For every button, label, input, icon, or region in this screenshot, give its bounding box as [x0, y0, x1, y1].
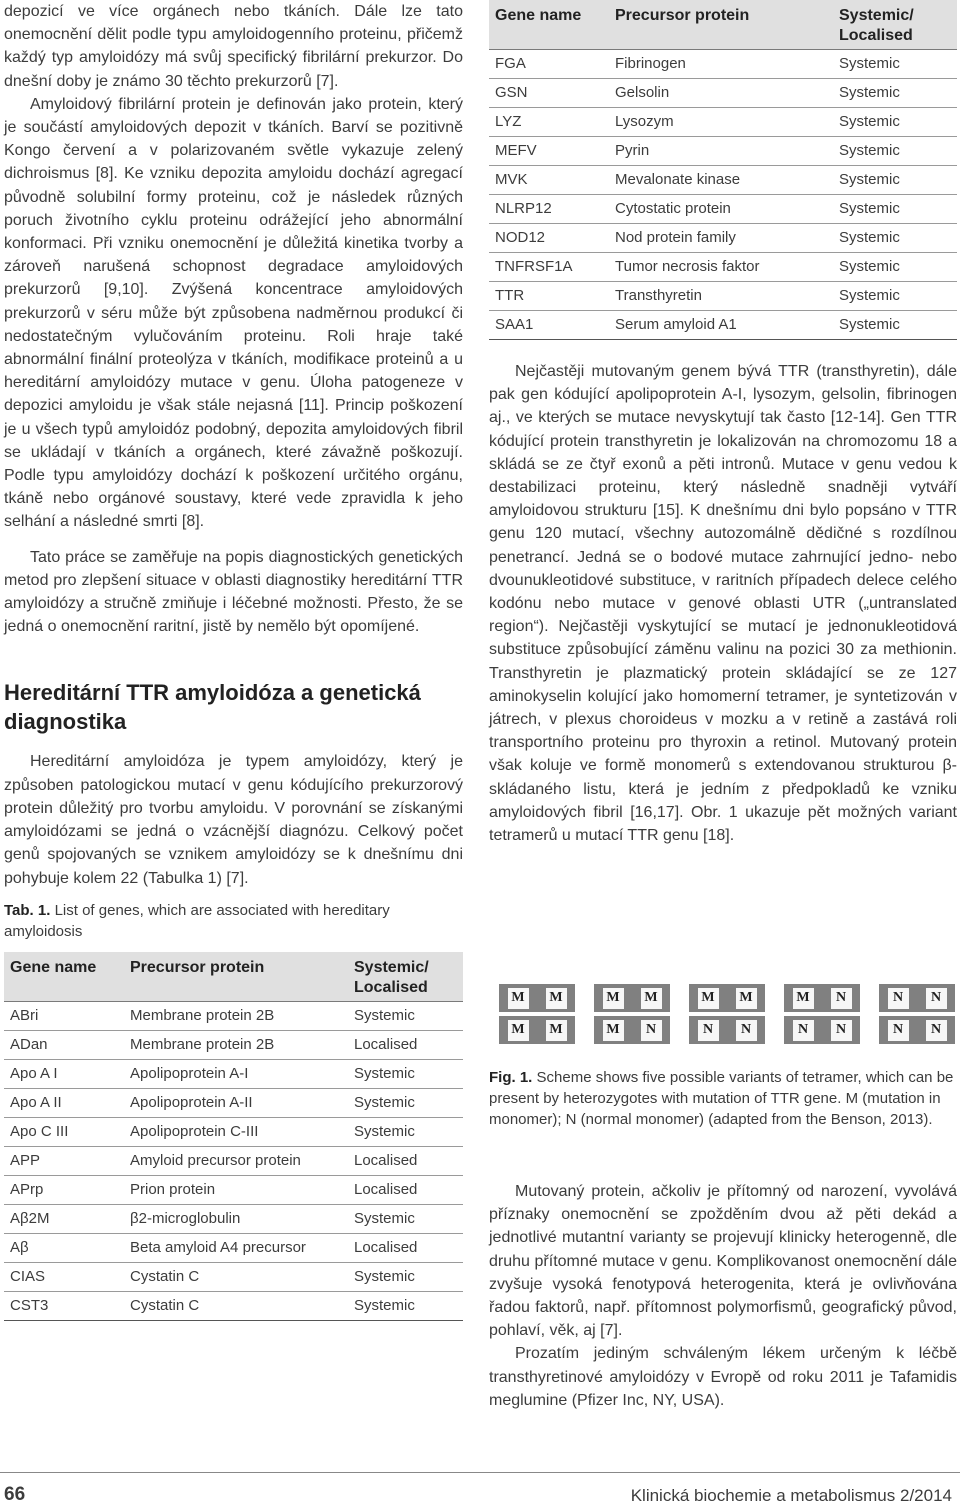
- tetramer-variant-tile: [594, 984, 670, 1012]
- tetramer-variant-tile: [499, 1016, 575, 1044]
- precursor-protein-cell: Membrane protein 2B: [124, 1030, 348, 1059]
- distribution-cell: Systemic: [348, 1088, 463, 1117]
- table-row: [4, 1146, 463, 1175]
- figure-row-top: [499, 984, 955, 1012]
- table-row: [489, 253, 957, 282]
- tetramer-variant-tile: [594, 1016, 670, 1044]
- distribution-cell: Systemic: [833, 50, 957, 79]
- header-systemic-localised: Systemic/ Localised: [833, 0, 957, 50]
- paragraph-treatment: Prozatím jediným schváleným lékem určeným k léčbě transthyretinové amyloidózy v Evropě od roku 2011 je Tafamidis meglumine (Pfizer Inc, NY, USA).: [489, 1345, 957, 1409]
- figure-caption-text: Scheme shows five possible variants of tetramer, which can be present by heterozygotes with mutation of TTR gene. M (mutation in monomer); N (normal monomer) (adapted from the Benson, 2013).: [489, 1069, 954, 1128]
- gene-name-cell: ABri: [4, 1001, 124, 1030]
- tetramer-variant-tile: [784, 1016, 860, 1044]
- monomer-marker: N: [831, 988, 852, 1009]
- monomer-marker: N: [888, 988, 909, 1009]
- monomer-marker: M: [736, 988, 757, 1009]
- gene-name-cell: Apo A II: [4, 1088, 124, 1117]
- table-row: [489, 311, 957, 340]
- table-row: [4, 1175, 463, 1204]
- distribution-cell: Systemic: [833, 224, 957, 253]
- precursor-protein-cell: Serum amyloid A1: [609, 311, 833, 340]
- monomer-marker: M: [603, 1020, 624, 1041]
- gene-name-cell: Aβ2M: [4, 1204, 124, 1233]
- journal-name: Klinická biochemie a metabolismus 2/2014: [630, 1486, 952, 1505]
- tetramer-variant-tile: [689, 1016, 765, 1044]
- distribution-cell: Systemic: [348, 1262, 463, 1291]
- header-systemic-localised: Systemic/ Localised: [348, 952, 463, 1002]
- precursor-protein-cell: Tumor necrosis faktor: [609, 253, 833, 282]
- section-heading: Hereditární TTR amyloidóza a genetická diagnostika: [4, 680, 421, 735]
- gene-name-cell: FGA: [489, 50, 609, 79]
- distribution-cell: Localised: [348, 1146, 463, 1175]
- table-caption-text: List of genes, which are associated with hereditary amyloidosis: [4, 901, 390, 940]
- header-precursor-protein: Precursor protein: [609, 0, 833, 50]
- distribution-cell: Systemic: [348, 1117, 463, 1146]
- distribution-cell: Systemic: [348, 1204, 463, 1233]
- monomer-marker: M: [603, 988, 624, 1009]
- distribution-cell: Systemic: [833, 311, 957, 340]
- gene-name-cell: MVK: [489, 166, 609, 195]
- paragraph-aim: Tato práce se zaměřuje na popis diagnostických genetických metod pro zlepšení situace v oblasti diagnostiky hereditární TTR amyloidózy a stručně zmiňuje i léčebné možnosti. Přesto, že se jedná o onemocnění raritní, jistě by nemělo být opomíjené.: [4, 548, 463, 636]
- paragraph-hereditary: Hereditární amyloidóza je typem amyloidózy, který je způsoben patologickou mutací v genu kódujícího prekurzorový protein důležitý pro tvorbu amyloidu. V porovnání se získanými amyloidózami se jedná o vzácnější diagnózu. Celkový počet genů spojovaných se vznikem amyloidózy se k dnešnímu dni pohybuje kolem 22 (Tabulka 1) [7].: [4, 753, 463, 887]
- table-label: Tab. 1.: [4, 901, 51, 919]
- monomer-marker: M: [508, 988, 529, 1009]
- distribution-cell: Systemic: [833, 108, 957, 137]
- gene-name-cell: SAA1: [489, 311, 609, 340]
- monomer-marker: N: [888, 1020, 909, 1041]
- gene-name-cell: CIAS: [4, 1262, 124, 1291]
- monomer-marker: N: [793, 1020, 814, 1041]
- table-row: [4, 1204, 463, 1233]
- table-header-row: [4, 952, 463, 1002]
- monomer-marker: N: [641, 1020, 662, 1041]
- table-row: [4, 1059, 463, 1088]
- gene-name-cell: Apo A I: [4, 1059, 124, 1088]
- distribution-cell: Systemic: [833, 166, 957, 195]
- monomer-marker: N: [698, 1020, 719, 1041]
- gene-table-right: [489, 0, 957, 340]
- figure-label: Fig. 1.: [489, 1069, 533, 1086]
- table-row: [4, 1291, 463, 1320]
- precursor-protein-cell: Membrane protein 2B: [124, 1001, 348, 1030]
- table-row: [489, 282, 957, 311]
- tetramer-variant-tile: [879, 1016, 955, 1044]
- distribution-cell: Systemic: [348, 1059, 463, 1088]
- table-row: [4, 1262, 463, 1291]
- gene-name-cell: ADan: [4, 1030, 124, 1059]
- gene-name-cell: MEFV: [489, 137, 609, 166]
- gene-name-cell: CST3: [4, 1291, 124, 1320]
- left-column: [4, 0, 463, 1321]
- tetramer-variant-tile: [499, 984, 575, 1012]
- precursor-protein-cell: Gelsolin: [609, 79, 833, 108]
- table-row: [489, 79, 957, 108]
- gene-name-cell: TTR: [489, 282, 609, 311]
- table-row: [4, 1117, 463, 1146]
- header-gene-name: Gene name: [489, 0, 609, 50]
- figure-caption-block: [489, 1067, 957, 1130]
- gene-name-cell: Apo C III: [4, 1117, 124, 1146]
- table-row: [489, 137, 957, 166]
- gene-table-left: [4, 952, 463, 1321]
- distribution-cell: Systemic: [833, 253, 957, 282]
- monomer-marker: N: [926, 988, 947, 1009]
- monomer-marker: M: [546, 988, 567, 1009]
- gene-name-cell: APrp: [4, 1175, 124, 1204]
- gene-name-cell: Aβ: [4, 1233, 124, 1262]
- table-header-row: [489, 0, 957, 50]
- tetramer-variant-tile: [689, 984, 765, 1012]
- figure-caption: [489, 1067, 957, 1130]
- precursor-protein-cell: Cystatin C: [124, 1262, 348, 1291]
- right-column-lower: [489, 1180, 957, 1412]
- paragraph-fibril-definition: Amyloidový fibrilární protein je definován jako protein, který je součástí amyloidových depozit v tkáních. Barví se pozitivně Kongo červení a v polarizovaném světle vykazuje zelený dichroismus [8]. Ke vzniku depozita amyloidu dochází agregací původně solubilní formy proteinu, což je následek různých poruch životního cyklu proteinu odrážející jeho abnormální konformaci. Při vzniku onemocnění je důležitá kinetika tvorby a zároveň narušená schopnost degradace amyloidových prekurzorů [9,10]. Zvýšená koncentrace amyloidových prekurzorů v séru může být způsobena nadměrnou produkcí či nedostatečným vylučováním proteinu. Roli hraje také abnormální finální proteolýza v tkáních, modifikace proteinů a u hereditární amyloidózy mutace v genu. Úloha patogeneze v depozici amyloidu je však stále nejasná [11]. Princip poškození je u všech typů amyloidóz podobný, depozita amyloidových fibril se ukládají v tkáních a orgánech, které závažně poškozují. Podle typu amyloidózy dochází k poškození určitého orgánu, tkáně nebo orgánové soustavy, které vede zpravidla k jeho selhání a následné smrti [8].: [4, 95, 463, 531]
- paragraph-clinical: Mutovaný protein, ačkoliv je přítomný od narození, vyvolává příznaky onemocnění se zpožděním dvou až pěti dekád a jednotlivé mutantní varianty se projevují klinicky heterogenně, dle druhu přítomné mutace v genu. Komplikovanost onemocnění dále zvyšuje vysoká fenotypová heterogenita, která je ovlivňována řadou faktorů, např. přítomnost polymorfismů, geografický původ, pohlaví, věk, aj [7].: [489, 1183, 957, 1340]
- distribution-cell: Systemic: [833, 282, 957, 311]
- precursor-protein-cell: Beta amyloid A4 precursor: [124, 1233, 348, 1262]
- precursor-protein-cell: Amyloid precursor protein: [124, 1146, 348, 1175]
- distribution-cell: Localised: [348, 1233, 463, 1262]
- precursor-protein-cell: β2-microglobulin: [124, 1204, 348, 1233]
- monomer-marker: N: [926, 1020, 947, 1041]
- monomer-marker: M: [641, 988, 662, 1009]
- header-gene-name: Gene name: [4, 952, 124, 1002]
- page-number: 66: [4, 1484, 26, 1505]
- table-row: [4, 1030, 463, 1059]
- table-row: [489, 108, 957, 137]
- right-column: [489, 0, 957, 847]
- table-row: [489, 50, 957, 79]
- figure-row-bottom: [499, 1016, 955, 1044]
- table-caption: [4, 900, 463, 942]
- monomer-marker: N: [831, 1020, 852, 1041]
- table-row: [4, 1088, 463, 1117]
- table-row: [489, 224, 957, 253]
- gene-name-cell: NLRP12: [489, 195, 609, 224]
- precursor-protein-cell: Mevalonate kinase: [609, 166, 833, 195]
- precursor-protein-cell: Cystatin C: [124, 1291, 348, 1320]
- distribution-cell: Systemic: [833, 137, 957, 166]
- distribution-cell: Systemic: [348, 1001, 463, 1030]
- precursor-protein-cell: Lysozym: [609, 108, 833, 137]
- table-row: [489, 166, 957, 195]
- paragraph-ttr-gene: Nejčastěji mutovaným genem bývá TTR (transthyretin), dále pak gen kódující apolipoprotein A-I, lysozym, gelsolin, fibrinogen aj., ve kterých se mutace nevyskytují tak často [12-14]. Gen TTR kódující protein transthyretin je lokalizován na chromozomu 18 a skládá se ze čtyř exonů a pěti intronů. Mutace v genu vedou k destabilizaci proteinu, který následně snadněji vytváří amyloidovou strukturu [15]. K dnešnímu dni bylo popsáno v TTR genu 120 mutací, všechny autozomálně dědičné s rozdílnou penetrancí. Jedná se o bodové mutace zahrnující jedno- nebo dvounukleotidové substituce, v raritních případech delece celého kodónu nebo mutace v genové oblasti UTR („untranslated region“). Nejčastěji vyskytující se mutací je jednonukleotidová substituce způsobující záměnu valinu na pozici 30 za methionin. Transthyretin je plazmatický protein skládající se ze 127 aminokyselin kolující jako homomerní tetramer, je syntetizován v játrech, v plexus choroideus v mozku a v retině a zastává roli transportního proteinu pro thyroxin a retinol. Mutovaný protein však koluje ve formě monomerů s extendovanou strukturou β-skládaného listu, která je jedním z předpokladů ke vzniku amyloidových fibril [16,17]. Obr. 1 ukazuje pět možných variant tetramerů u mutací TTR genu [18].: [489, 363, 957, 845]
- precursor-protein-cell: Apolipoprotein A-II: [124, 1088, 348, 1117]
- precursor-protein-cell: Cytostatic protein: [609, 195, 833, 224]
- paragraph-intro: depozicí ve více orgánech nebo tkáních. Dále lze tato onemocnění dělit podle typu amyloidogenního proteinu, přičemž každý typ amyloidózy má svůj specifický fibrilární prekurzor. Do dnešní doby je známo 30 těchto prekurzorů [7].: [4, 3, 463, 90]
- distribution-cell: Systemic: [348, 1291, 463, 1320]
- distribution-cell: Localised: [348, 1030, 463, 1059]
- gene-name-cell: NOD12: [489, 224, 609, 253]
- tetramer-variant-tile: [879, 984, 955, 1012]
- gene-name-cell: TNFRSF1A: [489, 253, 609, 282]
- gene-name-cell: LYZ: [489, 108, 609, 137]
- precursor-protein-cell: Transthyretin: [609, 282, 833, 311]
- distribution-cell: Systemic: [833, 79, 957, 108]
- footer-divider: [0, 1472, 960, 1473]
- distribution-cell: Localised: [348, 1175, 463, 1204]
- precursor-protein-cell: Apolipoprotein C-III: [124, 1117, 348, 1146]
- monomer-marker: M: [793, 988, 814, 1009]
- table-row: [4, 1233, 463, 1262]
- gene-name-cell: GSN: [489, 79, 609, 108]
- precursor-protein-cell: Pyrin: [609, 137, 833, 166]
- monomer-marker: M: [698, 988, 719, 1009]
- precursor-protein-cell: Fibrinogen: [609, 50, 833, 79]
- tetramer-variant-tile: [784, 984, 860, 1012]
- precursor-protein-cell: Apolipoprotein A-I: [124, 1059, 348, 1088]
- monomer-marker: N: [736, 1020, 757, 1041]
- header-precursor-protein: Precursor protein: [124, 952, 348, 1002]
- monomer-marker: M: [546, 1020, 567, 1041]
- precursor-protein-cell: Prion protein: [124, 1175, 348, 1204]
- table-row: [489, 195, 957, 224]
- gene-name-cell: APP: [4, 1146, 124, 1175]
- table-row: [4, 1001, 463, 1030]
- precursor-protein-cell: Nod protein family: [609, 224, 833, 253]
- distribution-cell: Systemic: [833, 195, 957, 224]
- monomer-marker: M: [508, 1020, 529, 1041]
